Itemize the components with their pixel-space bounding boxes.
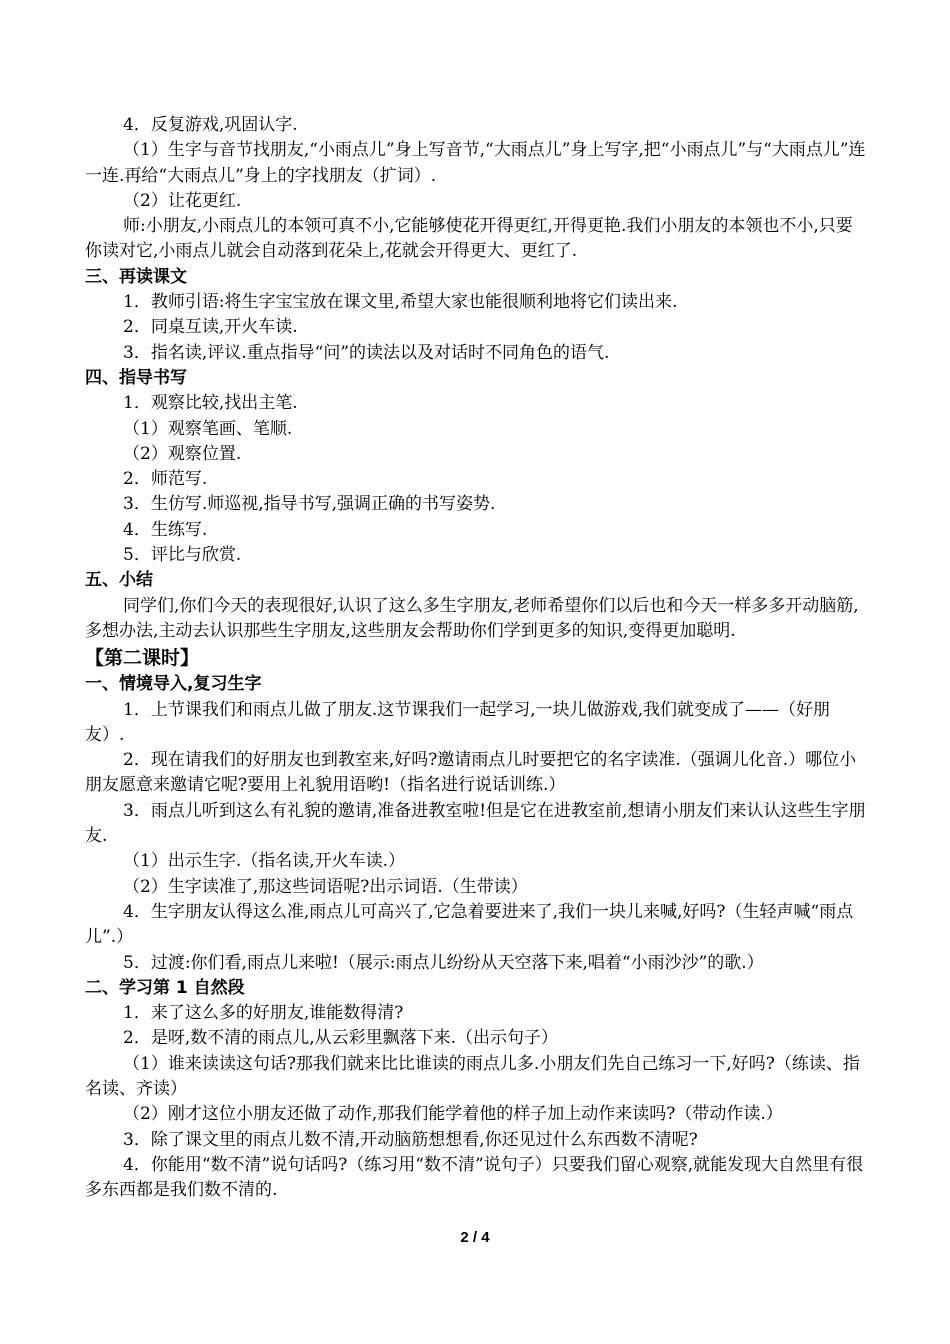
paragraph: 3．除了课文里的雨点儿数不清,开动脑筋想想看,你还见过什么东西数不清呢? [123,1129,698,1150]
paragraph: 4．生练写. [123,519,208,540]
document-body [85,113,867,1203]
paragraph: 1．来了这么多的好朋友,谁能数得清? [123,1003,404,1024]
page-number: 2 / 4 [460,1229,490,1246]
paragraph: 1．观察比较,找出主笔. [123,393,298,414]
paragraph: 2．现在请我们的好朋友也到教室来,好吗?邀请雨点儿时要把它的名字读准.（强调儿化音.）哪位小朋友愿意来邀请它呢?要用上礼貌用语哟!（指名进行说话训练.） [85,750,857,796]
paragraph: 3．生仿写.师巡视,指导书写,强调正确的书写姿势. [123,494,496,515]
paragraph: 2．同桌互读,开火车读. [123,317,298,338]
paragraph: 4．生字朋友认得这么准,雨点儿可高兴了,它急着要进来了,我们一块儿来喊,好吗?（生轻声喊“雨点儿”.） [85,901,854,948]
paragraph: 4．你能用“数不清”说句话吗?（练习用“数不清”说句子）只要我们留心观察,就能发现大自然里有很多东西都是我们数不清的. [85,1154,864,1201]
paragraph: （1）生字与音节找朋友,“小雨点儿”身上写音节,“大雨点儿”身上写字,把“小雨点儿”与“大雨点儿”连一连.再给“大雨点儿”身上的字找朋友（扩词）. [85,140,866,186]
paragraph: 4．反复游戏,巩固认字. [123,115,298,135]
paragraph: 1．教师引语:将生字宝宝放在课文里,希望大家也能很顺利地将它们读出来. [123,292,678,313]
paragraph: （1）谁来读读这句话?那我们就来比比谁读的雨点儿多.小朋友们先自己练习一下,好吗?（练读、指名读、齐读） [85,1053,860,1099]
paragraph: （1）出示生字.（指名读,开火车读.） [123,851,406,872]
paragraph: （2）生字读准了,那这些词语呢?出示词语.（生带读） [123,876,528,897]
paragraph: 2．师范写. [123,469,208,490]
paragraph: （2）让花更红. [123,190,242,211]
paragraph: 5．评比与欣赏. [123,545,242,566]
paragraph: 3．指名读,评议.重点指导“问”的读法以及对话时不同角色的语气. [123,342,610,363]
section-heading: 一、情境导入,复习生字 [85,674,262,695]
paragraph: 1．上节课我们和雨点儿做了朋友.这节课我们一起学习,一块儿做游戏,我们就变成了——（好朋友）. [85,699,831,745]
section-heading: 五、小结 [85,570,153,591]
paragraph: 师:小朋友,小雨点儿的本领可真不小,它能够使花开得更红,开得更艳.我们小朋友的本领也不小,只要你读对它,小雨点儿就会自动落到花朵上,花就会开得更大、更红了. [85,216,853,262]
paragraph: 2．是呀,数不清的雨点儿,从云彩里飘落下来.（出示句子） [123,1028,559,1049]
paragraph: 同学们,你们今天的表现很好,认识了这么多生字朋友,老师希望你们以后也和今天一样多多开动脑筋,多想办法,主动去认识那些生字朋友,这些朋友会帮助你们学到更多的知识,变得更加聪明. [85,595,859,641]
paragraph: （1）观察笔画、笔顺. [123,418,293,439]
paragraph: 3．雨点儿听到这么有礼貌的邀请,准备进教室啦!但是它在进教室前,想请小朋友们来认认这些生字朋友. [85,800,866,847]
paragraph: 5．过渡:你们看,雨点儿来啦!（展示:雨点儿纷纷从天空落下来,唱着“小雨沙沙”的歌.） [123,952,764,973]
paragraph: （2）观察位置. [123,443,242,464]
section-heading: 三、再读课文 [85,266,187,287]
section-heading: 【第二课时】 [85,647,200,670]
paragraph: （2）刚才这位小朋友还做了动作,那我们能学着他的样子加上动作来读吗?（带动作读.） [123,1104,783,1125]
section-heading: 二、学习第 1 自然段 [85,977,245,998]
section-heading: 四、指导书写 [85,367,187,388]
